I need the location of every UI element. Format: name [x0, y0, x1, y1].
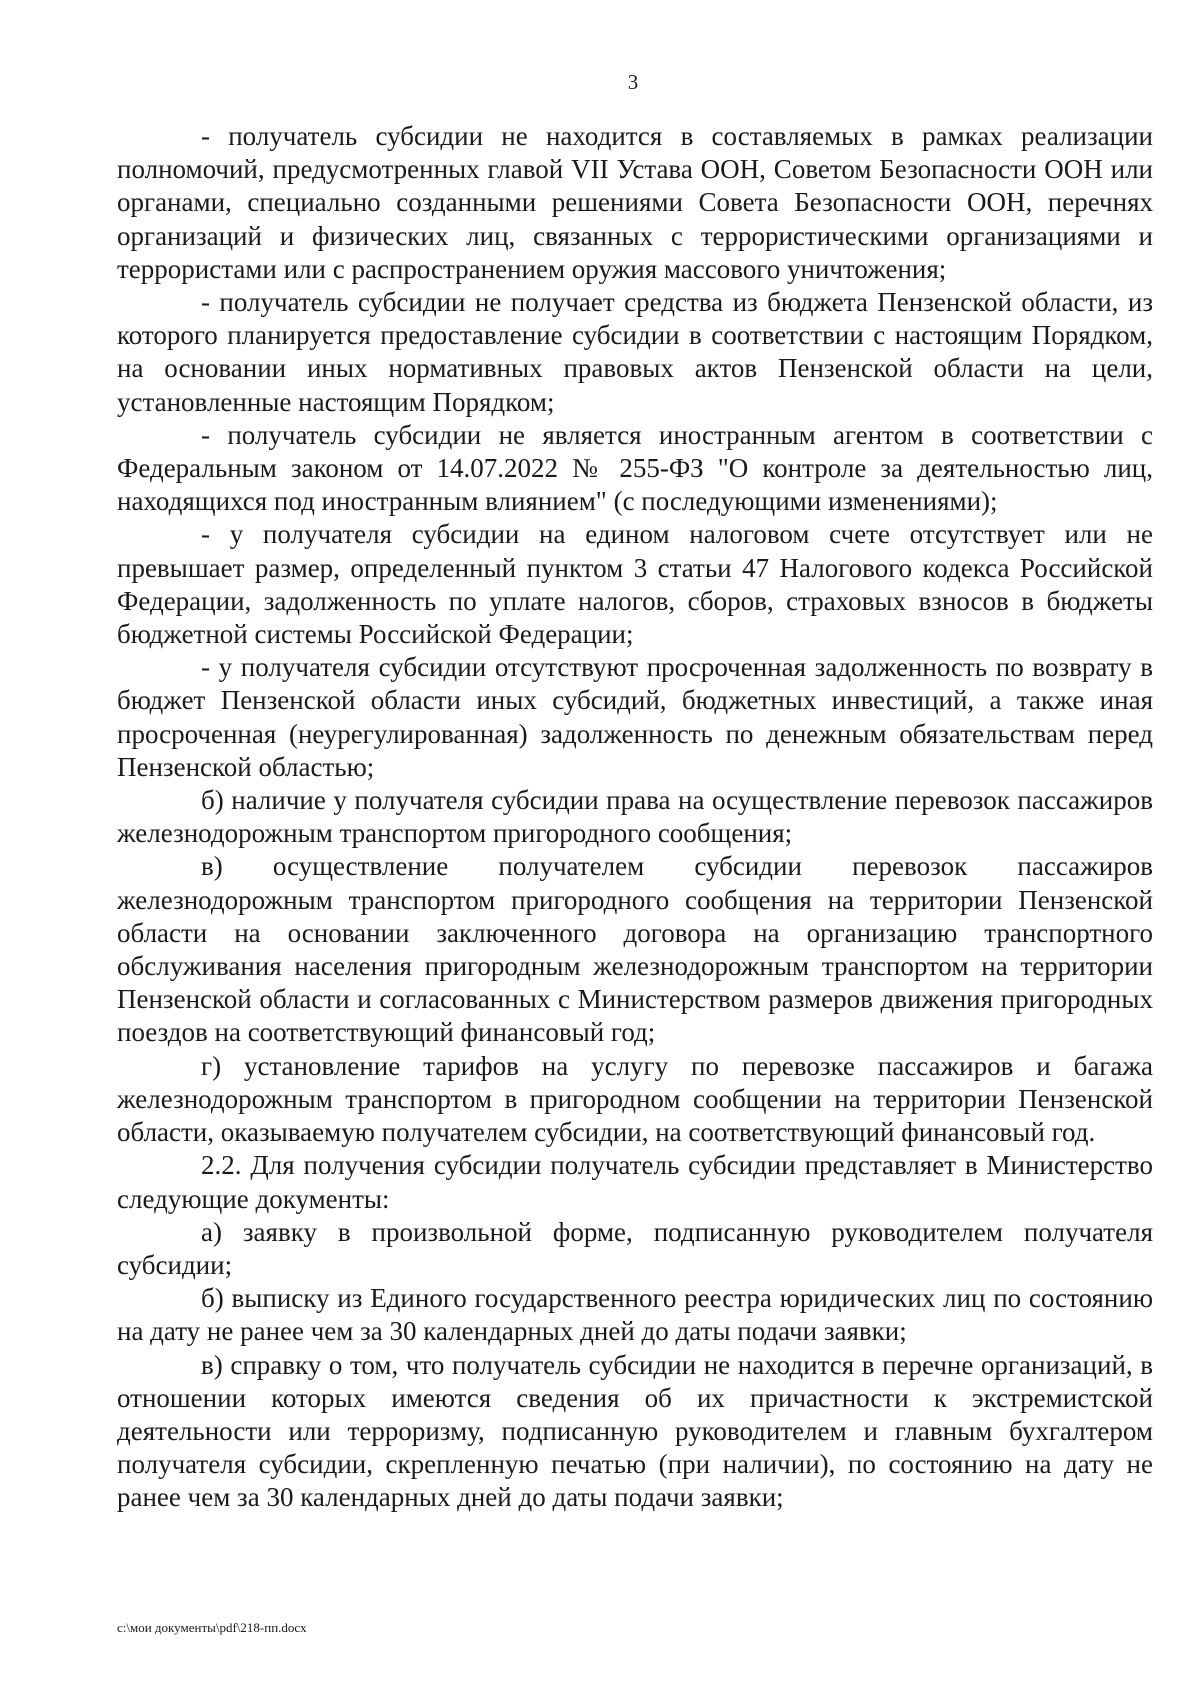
paragraph-item-v-transport: в) осуществление получателем субсидии перевозок пассажиров железнодорожным транспортом пригородного сообщения на территории Пензенской области на основании заключенного договора на организацию транспортного обслуживания населения пригородным железнодорожным транспортом на территории Пензенской области и согласованных с Министерством размеров движения пригородных поездов на соответствующий финансовый год; — [117, 851, 1153, 1048]
paragraph-doc-v-certificate: в) справку о том, что получатель субсидии не находится в перечне организаций, в отношении которых имеются сведения об их причастности к экстремистской деятельности или терроризму, подписанную руководителем и главным бухгалтером получателя субсидии, скрепленную печатью (при наличии), по состоянию на дату не ранее чем за 30 календарных дней до даты подачи заявки; — [117, 1349, 1153, 1513]
footer-file-path: c:\мои документы\pdf\218-пп.docx — [117, 1620, 307, 1635]
paragraph-doc-b-extract: б) выписку из Единого государственного реестра юридических лиц по состоянию на дату не ранее чем за 30 календарных дней до даты подачи заявки; — [117, 1283, 1153, 1347]
paragraph-tax-debt: - у получателя субсидии на едином налоговом счете отсутствует или не превышает размер, определенный пунктом 3 статьи 47 Налогового кодекса Российской Федерации, задолженность по уплате налогов, сборов, страховых взносов в бюджеты бюджетной системы Российской Федерации; — [117, 519, 1153, 650]
document-body — [117, 120, 1153, 1515]
paragraph-item-b-right: б) наличие у получателя субсидии права на осуществление перевозок пассажиров железнодорожным транспортом пригородного сообщения; — [117, 785, 1153, 849]
paragraph-section-2-2: 2.2. Для получения субсидии получатель субсидии представляет в Министерство следующие документы: — [117, 1150, 1153, 1214]
paragraph-doc-a-application: а) заявку в произвольной форме, подписанную руководителем получателя субсидии; — [117, 1216, 1153, 1280]
paragraph-overdue-debt: - у получателя субсидии отсутствуют просроченная задолженность по возврату в бюджет Пензенской области иных субсидий, бюджетных инвестиций, а также иная просроченная (неурегулированная) задолженность по денежным обязательствам перед Пензенской областью; — [117, 652, 1153, 782]
page-number: 3 — [627, 70, 639, 94]
paragraph-un-sanctions: - получатель субсидии не находится в составляемых в рамках реализации полномочий, предусмотренных главой VII Устава ООН, Советом Безопасности ООН или органами, специально созданными решениями Совета Безопасности ООН, перечнях организаций и физических лиц, связанных с террористическими организациями и террористами или с распространением оружия массового уничтожения; — [117, 121, 1153, 284]
paragraph-item-g-tariffs: г) установление тарифов на услугу по перевозке пассажиров и багажа железнодорожным транспортом в пригородном сообщении на территории Пензенской области, оказываемую получателем субсидии, на соответствующий финансовый год. — [117, 1050, 1153, 1148]
paragraph-not-foreign-agent: - получатель субсидии не является иностранным агентом в соответствии с Федеральным законом от 14.07.2022 № 255-ФЗ "О контроле за деятельностью лиц, находящихся под иностранным влиянием" (с последующими изменениями); — [117, 419, 1153, 517]
paragraph-no-budget-funds: - получатель субсидии не получает средства из бюджета Пензенской области, из которого планируется предоставление субсидии в соответствии с настоящим Порядком, на основании иных нормативных правовых актов Пензенской области на цели, установленные настоящим Порядком; — [117, 287, 1153, 417]
